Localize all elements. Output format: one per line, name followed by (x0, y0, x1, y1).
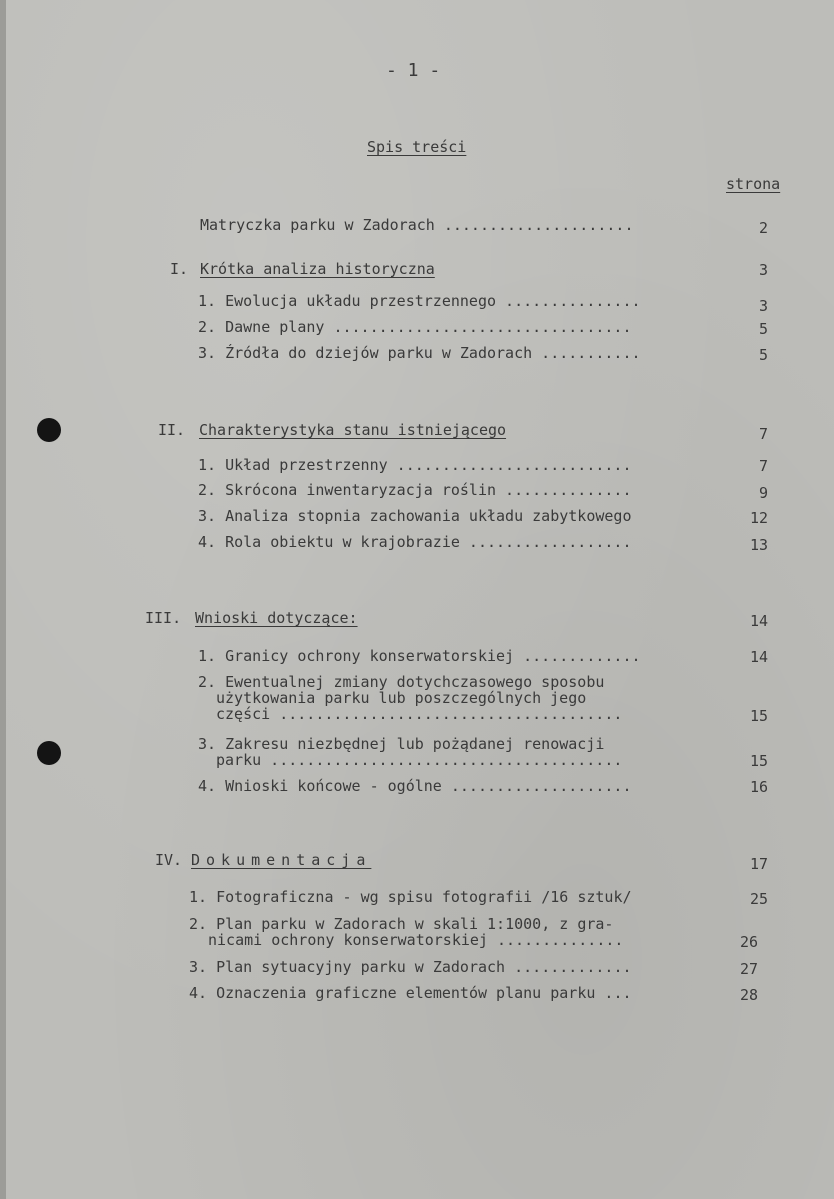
entry-text: 4. Wnioski końcowe - ogólne (198, 777, 442, 795)
section-number: IV. (155, 851, 183, 869)
entry-dots: ............. (514, 647, 641, 665)
entry-dots: ........... (532, 344, 641, 362)
section-heading: Charakterystyka stanu istniejącego (199, 421, 507, 439)
entry-page: 14 (749, 648, 768, 666)
toc-entry (198, 647, 641, 665)
entry-dots: ............. (505, 958, 632, 976)
toc-entry-continued (216, 705, 622, 723)
entry-dots: ...................................... (270, 705, 623, 723)
entry-text: 4. Rola obiektu w krajobrazie (198, 533, 460, 551)
entry-page: 28 (739, 986, 758, 1004)
entry-text: 2. Dawne plany (198, 318, 325, 336)
entry-text: 4. Oznaczenia graficzne elementów planu parku (189, 984, 596, 1002)
section-heading: Wnioski dotyczące: (195, 609, 358, 627)
entry-page: 9 (758, 484, 768, 502)
section-number: II. (158, 421, 186, 439)
entry-page: 12 (749, 509, 768, 527)
entry-text: 1. Granicy ochrony konserwatorskiej (198, 647, 515, 665)
entry-text: użytkowania parku lub poszczególnych jego (216, 689, 587, 707)
section-heading: Dokumentacja (191, 851, 372, 869)
entry-page: 5 (758, 320, 768, 338)
entry-page: 14 (749, 612, 768, 630)
column-header-strona: strona (726, 175, 781, 193)
toc-title: Spis treści (367, 138, 467, 156)
entry-text: 2. Skrócona inwentaryzacja roślin (198, 481, 497, 499)
entry-dots: ... (595, 984, 632, 1002)
toc-entry (198, 533, 632, 551)
entry-text: 3. Analiza stopnia zachowania układu zabytkowego (198, 507, 632, 525)
entry-dots: .......................... (387, 456, 632, 474)
entry-text: 2. Ewentualnej zmiany dotychczasowego sposobu (198, 673, 605, 691)
section-number: I. (170, 260, 189, 278)
entry-text: 2. Plan parku w Zadorach w skali 1:1000, z gra- (189, 915, 614, 933)
entry-text: 1. Fotograficzna - wg spisu fotografii /16 sztuk/ (189, 888, 632, 906)
toc-entry (198, 481, 631, 499)
entry-dots: ....................................... (261, 751, 623, 769)
punch-hole-bottom (37, 741, 61, 765)
entry-page: 3 (758, 297, 768, 315)
entry-page: 26 (739, 933, 758, 951)
entry-text: nicami ochrony konserwatorskiej (208, 931, 488, 949)
entry-dots: .............. (487, 931, 624, 949)
entry-text: 1. Ewolucja układu przestrzennego (198, 292, 497, 310)
entry-page: 15 (749, 752, 768, 770)
toc-entry (189, 958, 632, 976)
entry-page: 27 (739, 960, 758, 978)
toc-entry (198, 456, 632, 474)
entry-page: 16 (749, 778, 768, 796)
entry-dots: .................. (459, 533, 632, 551)
entry-text: parku (216, 751, 262, 769)
toc-entry (198, 318, 631, 336)
entry-dots: ................................. (324, 318, 632, 336)
toc-entry (189, 888, 632, 906)
entry-text: Matryczka parku w Zadorach (200, 216, 435, 234)
entry-page: 7 (758, 457, 768, 475)
paper-edge (0, 0, 6, 1199)
entry-dots: .................... (441, 777, 632, 795)
entry-page: 2 (758, 219, 768, 237)
toc-entry (198, 777, 632, 795)
toc-entry (189, 984, 632, 1002)
entry-page: 5 (758, 346, 768, 364)
entry-dots: ..................... (434, 216, 634, 234)
entry-page: 13 (749, 536, 768, 554)
section-heading: Krótka analiza historyczna (200, 260, 435, 278)
toc-entry-continued (208, 931, 623, 949)
toc-entry (198, 507, 631, 525)
page-number: - 1 - (386, 60, 441, 81)
entry-text: 3. Plan sytuacyjny parku w Zadorach (189, 958, 506, 976)
entry-text: części (216, 705, 271, 723)
toc-entry (200, 216, 634, 234)
entry-page: 17 (749, 855, 768, 873)
entry-dots: ............... (496, 292, 641, 310)
entry-page: 25 (749, 890, 768, 908)
entry-page: 15 (749, 707, 768, 725)
toc-entry (198, 344, 641, 362)
punch-hole-top (37, 418, 61, 442)
section-number: III. (145, 609, 182, 627)
entry-text: 3. Zakresu niezbędnej lub pożądanej renowacji (198, 735, 605, 753)
entry-text: 1. Układ przestrzenny (198, 456, 388, 474)
entry-page: 3 (758, 261, 768, 279)
toc-entry-continued (216, 751, 622, 769)
toc-entry (198, 292, 641, 310)
entry-text: 3. Źródła do dziejów parku w Zadorach (198, 344, 533, 362)
entry-dots: .............. (496, 481, 632, 499)
entry-page: 7 (758, 425, 768, 443)
